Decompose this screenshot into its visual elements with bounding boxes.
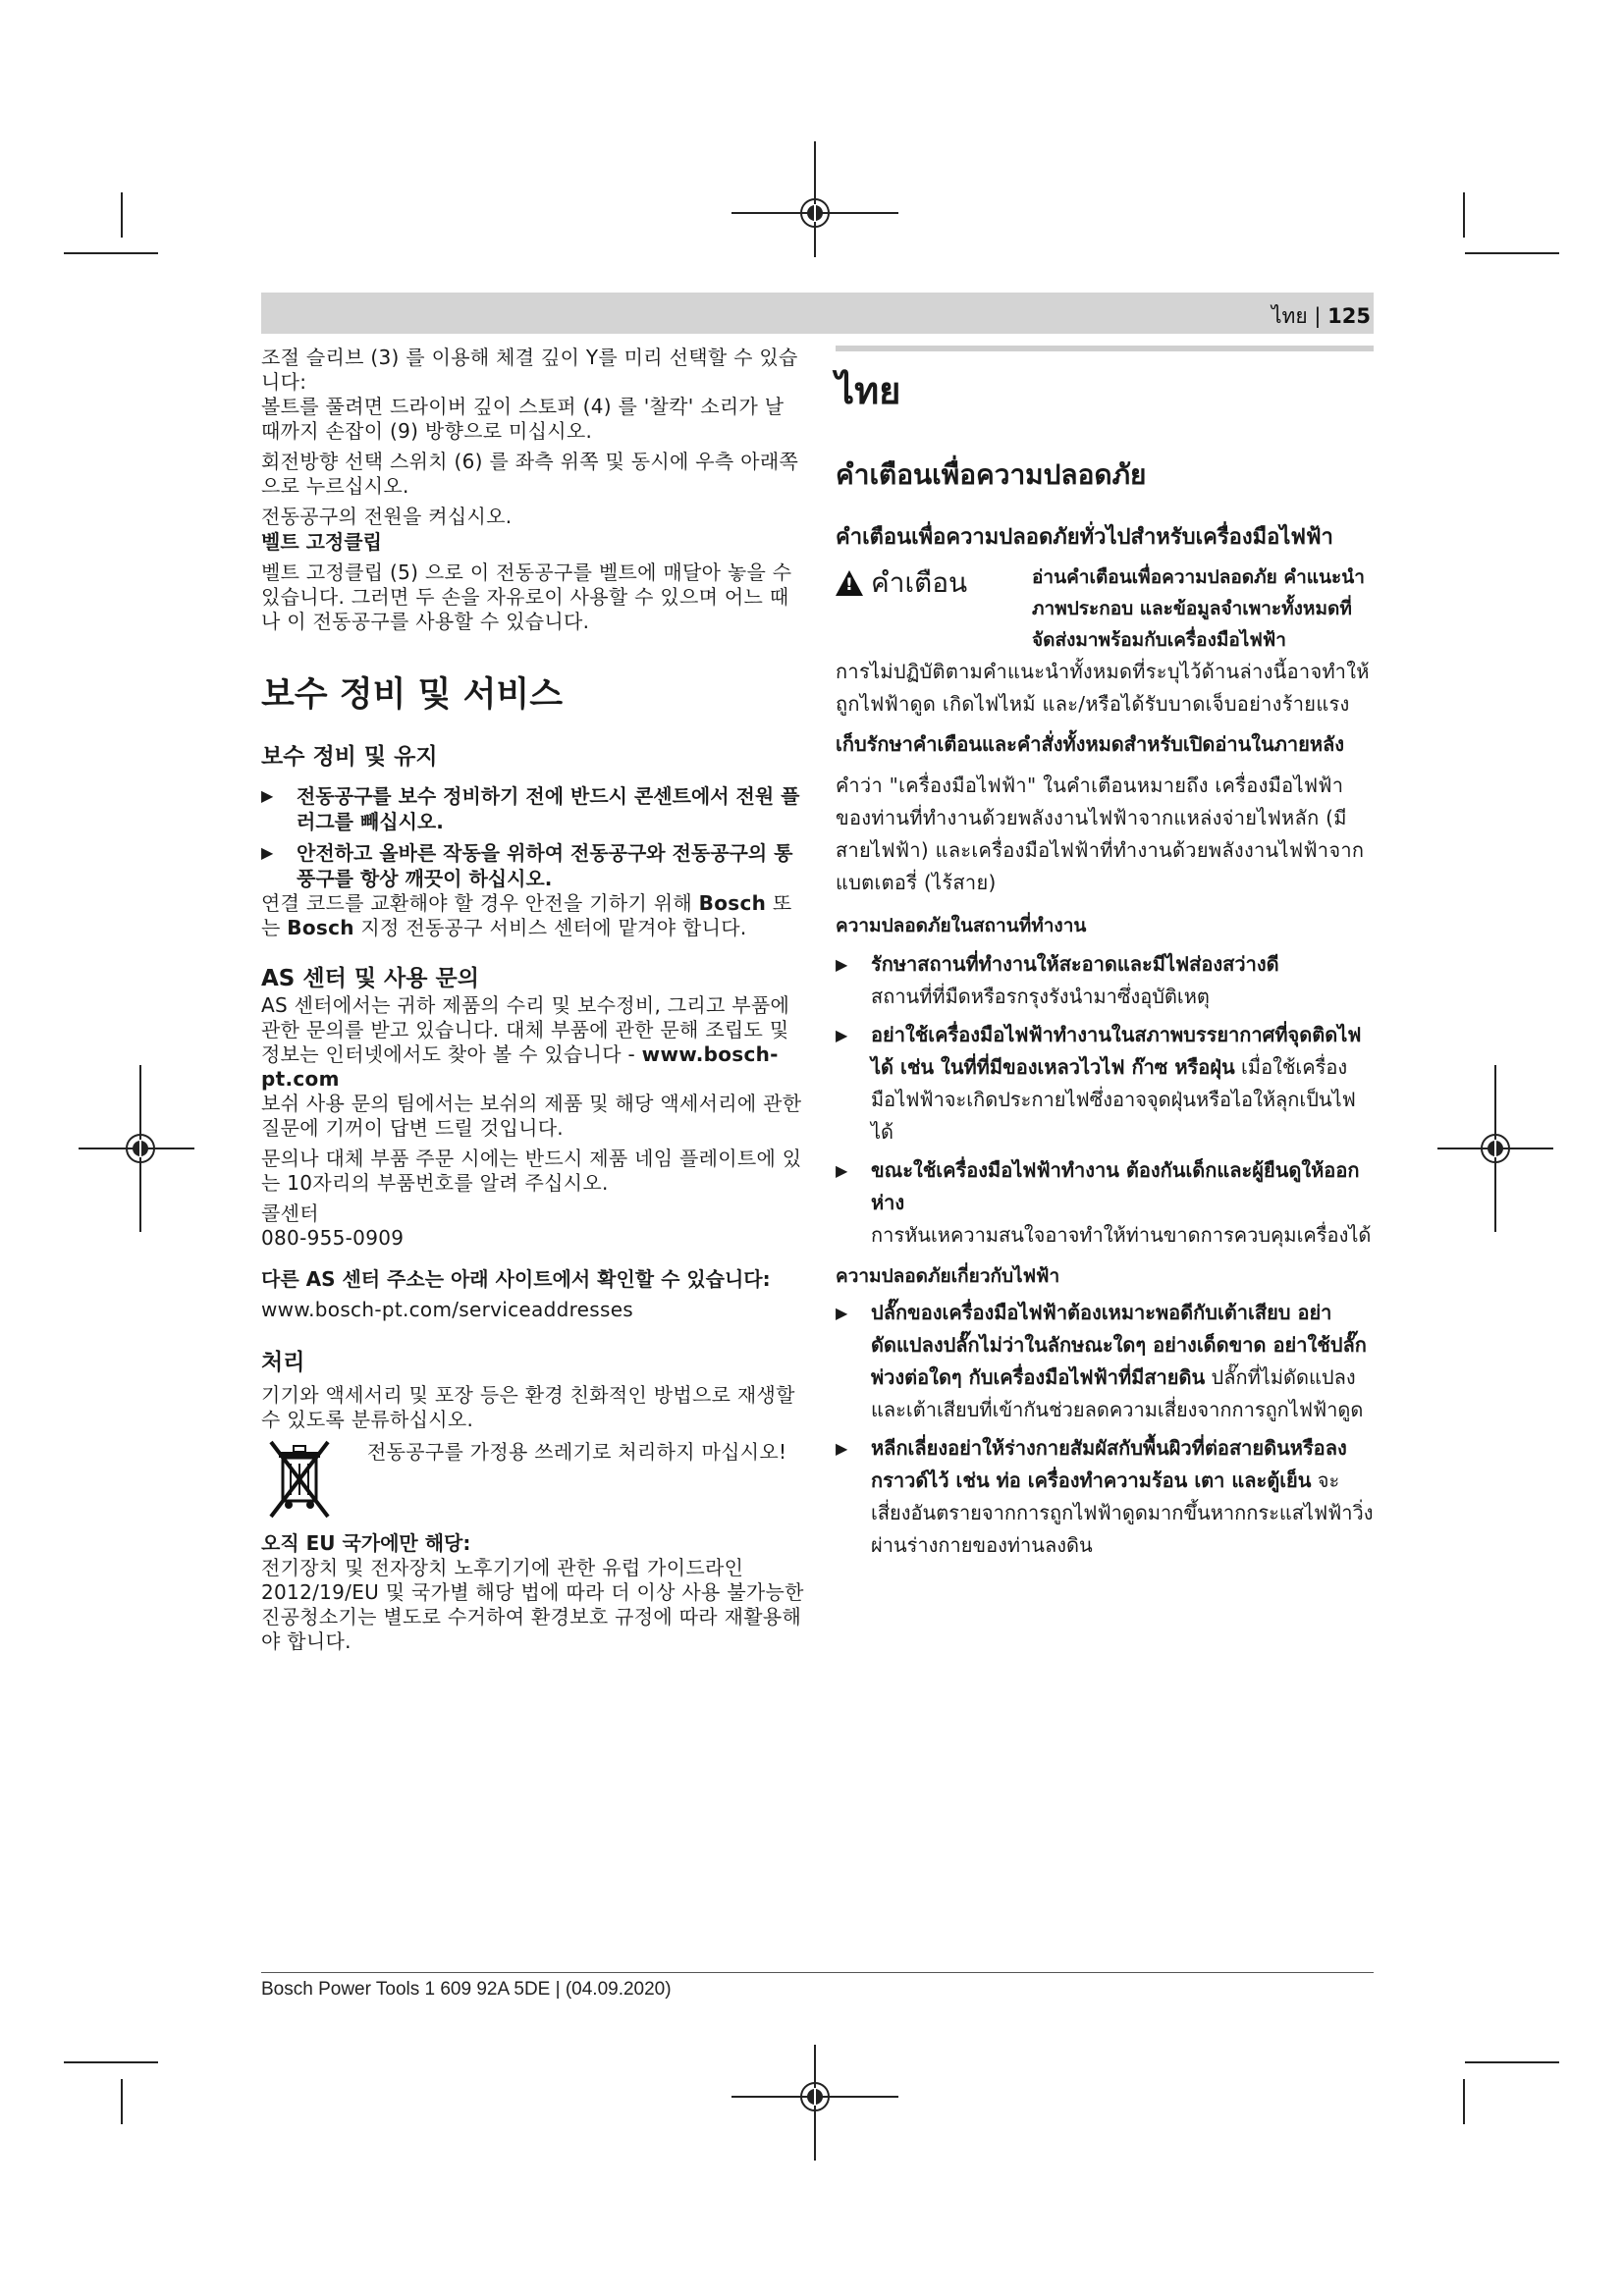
page-number: 125 <box>1327 304 1371 328</box>
page-footer: Bosch Power Tools 1 609 92A 5DE | (04.09.2020) <box>261 1979 672 2000</box>
bullet-item: ▶ ขณะใช้เครื่องมือไฟฟ้าทำงาน ต้องกันเด็กและผู้ยืนดูให้ออกห่าง การหันเหความสนใจอาจทำให้ท่านขาดการควบคุมเครื่องได้ <box>836 1154 1374 1252</box>
bullet-arrow-icon: ▶ <box>836 1439 848 1458</box>
paragraph: 볼트를 풀려면 드라이버 깊이 스토퍼 (4) 를 '찰칵' 소리가 날 때까지 손잡이 (9) 방향으로 미십시오. <box>261 395 785 443</box>
crop-mark <box>1463 192 1465 238</box>
as-center-heading: AS 센터 및 사용 문의 <box>261 966 479 991</box>
service-address-link[interactable]: www.bosch-pt.com/serviceaddresses <box>261 1298 634 1321</box>
paragraph: 회전방향 선택 스위치 (6) 를 좌측 위쪽 및 동시에 우측 아래쪽으로 누르십시오. <box>261 450 799 498</box>
paragraph: 문의나 대체 부품 주문 시에는 반드시 제품 네임 플레이트에 있는 10자리의 부품번호를 알려 주십시오. <box>261 1147 802 1195</box>
keep-instructions-heading: เก็บรักษาคำเตือนและคำสั่งทั้งหมดสำหรับเปิดอ่านในภายหลัง <box>836 732 1345 756</box>
crop-mark <box>1465 2061 1559 2063</box>
registration-mark-icon <box>126 1134 155 1163</box>
registration-mark-icon <box>800 198 830 228</box>
paragraph: 전동공구의 전원을 켜십시오. <box>261 505 513 528</box>
electrical-safety-heading: ความปลอดภัยเกี่ยวกับไฟฟ้า <box>836 1265 1060 1287</box>
bullet-item: ▶ 안전하고 올바른 작동을 위하여 전동공구와 전동공구의 통풍구를 항상 깨끗이 하십시오. <box>261 841 793 890</box>
bullet-item: ▶ อย่าใช้เครื่องมือไฟฟ้าทำงานในสภาพบรรยากาศที่จุดติดไฟได้ เช่น ในที่ที่มีของเหลวไวไฟ ก๊าซ หรือฝุ่น เมื่อใช้เครื่อง มือไฟฟ้าจะเกิดประกายไฟซึ่งอาจจุดฝุ่นหรือไอให้ลุกเป็นไฟได้ <box>836 1019 1374 1148</box>
bullet-item: ▶ หลีกเลี่ยงอย่าให้ร่างกายสัมผัสกับพื้นผิวที่ต่อสายดินหรือลงกราวด์ไว้ เช่น ท่อ เครื่องทำความร้อน เตา และตู้เย็น จะเสี่ยงอันตรายจากการถูกไฟฟ้าดูดมากขึ้นหากกระแสไฟฟ้าวิ่งผ่านร่างกายของท่านลงดิน <box>836 1432 1374 1562</box>
service-title: 보수 정비 및 서비스 <box>261 675 564 715</box>
bullet-item: ▶ ปลั๊กของเครื่องมือไฟฟ้าต้องเหมาะพอดีกับเต้าเสียบ อย่าดัดแปลงปลั๊กไม่ว่าในลักษณะใดๆ อย่างเด็ดขาด อย่าใช้ปลั๊กพ่วงต่อใดๆ กับเครื่องมือไฟฟ้าที่มีสายดิน ปลั๊กที่ไม่ดัดแปลงและเต้าเสียบที่เข้ากันช่วยลดความเสี่ยงจากการถูกไฟฟ้าดูด <box>836 1297 1374 1426</box>
bullet-arrow-icon: ▶ <box>836 1304 848 1322</box>
paragraph: 보쉬 사용 문의 팀에서는 보쉬의 제품 및 해당 액세서리에 관한 질문에 기꺼이 답변 드릴 것입니다. <box>261 1092 802 1140</box>
paragraph: การไม่ปฏิบัติตามคำแนะนำทั้งหมดที่ระบุไว้ด้านล่างนี้อาจทำให้ถูกไฟฟ้าดูด เกิดไฟไหม้ และ/หรือได้รับบาดเจ็บอย่างร้ายแรง <box>836 660 1370 716</box>
crossed-bin-icon <box>265 1438 334 1522</box>
crop-mark <box>121 192 123 238</box>
warning-text: อ่านคำเตือนเพื่อความปลอดภัย คำแนะนำ ภาพประกอบ และข้อมูลจำเพาะทั้งหมดที่จัดส่งมาพร้อมกับเครื่องมือไฟฟ้า <box>1032 566 1365 651</box>
maintenance-heading: 보수 정비 및 유지 <box>261 744 438 770</box>
bullet-arrow-icon: ▶ <box>836 955 848 974</box>
registration-mark-icon <box>1481 1134 1510 1163</box>
registration-mark-icon <box>800 2082 830 2111</box>
disposal-heading: 처리 <box>261 1350 305 1375</box>
bullet-arrow-icon: ▶ <box>836 1161 848 1180</box>
paragraph: คำว่า "เครื่องมือไฟฟ้า" ในคำเตือนหมายถึง เครื่องมือไฟฟ้าของท่านที่ทำงานด้วยพลังงานไฟฟ้าจากแหล่งจ่ายไฟหลัก (มีสายไฟฟ้า) และเครื่องมือไฟฟ้าที่ทำงานด้วยพลังงานไฟฟ้าจากแบตเตอรี่ (ไร้สาย) <box>836 774 1365 894</box>
paragraph: 조절 슬리브 (3) 를 이용해 체결 깊이 Y를 미리 선택할 수 있습니다: <box>261 346 798 394</box>
weee-notice <box>261 1438 806 1522</box>
crop-mark <box>1465 252 1559 254</box>
bullet-item: ▶ 전동공구를 보수 정비하기 전에 반드시 콘센트에서 전원 플러그를 빼십시오. <box>261 784 800 833</box>
paragraph: 연결 코드를 교환해야 할 경우 안전을 기하기 위해 Bosch 또는 Bosch 지정 전동공구 서비스 센터에 맡겨야 합니다. <box>261 891 792 939</box>
crop-mark <box>64 252 158 254</box>
belt-clip-heading: 벨트 고정클립 <box>261 530 382 554</box>
header-section: ไทย <box>1272 304 1308 328</box>
paragraph: 벨트 고정클립 (5) 으로 이 전동공구를 벨트에 매달아 놓을 수 있습니다. 그러면 두 손을 자유로이 사용할 수 있으며 어느 때나 이 전동공구를 사용할 수 있습니다. <box>261 561 792 633</box>
call-center-number: 080-955-0909 <box>261 1226 405 1250</box>
crop-mark <box>64 2061 158 2063</box>
header-bar <box>261 293 1374 334</box>
section-rule <box>836 346 1374 351</box>
bullet-arrow-icon: ▶ <box>261 786 274 805</box>
footer-rule <box>261 1972 1374 1973</box>
left-column <box>261 346 806 1654</box>
paragraph: AS 센터에서는 귀하 제품의 수리 및 보수정비, 그리고 부품에 관한 문의를 받고 있습니다. 대체 부품에 관한 문해 조립도 및 정보는 인터넷에서도 찾아 볼 수 있습니다 - www.bosch-pt.com <box>261 993 790 1091</box>
weee-text: 전동공구를 가정용 쓰레기로 처리하지 마십시오! <box>367 1440 787 1464</box>
crop-mark <box>1463 2079 1465 2124</box>
crop-mark <box>121 2079 123 2124</box>
paragraph: 기기와 액세서리 및 포장 등은 환경 친화적인 방법으로 재생할 수 있도록 분류하십시오. <box>261 1383 795 1431</box>
bullet-arrow-icon: ▶ <box>836 1026 848 1044</box>
call-center-label: 콜센터 <box>261 1201 319 1225</box>
bullet-arrow-icon: ▶ <box>261 843 274 862</box>
bullet-item: ▶ รักษาสถานที่ทำงานให้สะอาดและมีไฟส่องสว่างดี สถานที่ที่มืดหรือรกรุงรังนำมาซึ่งอุบัติเหตุ <box>836 948 1374 1013</box>
general-warnings-heading: คำเตือนเพื่อความปลอดภัยทั่วไปสำหรับเครื่องมือไฟฟ้า <box>836 525 1333 550</box>
warning-label: ! คำเตือน <box>836 561 1032 605</box>
warning-box <box>836 561 1374 656</box>
right-column <box>836 346 1374 1562</box>
website-link[interactable]: www.bosch-pt.com <box>261 1042 779 1091</box>
paragraph: 전기장치 및 전자장치 노후기기에 관한 유럽 가이드라인 2012/19/EU 및 국가별 해당 법에 따라 더 이상 사용 불가능한 진공청소기는 별도로 수거하여 환경보호 규정에 따라 재활용해야 합니다. <box>261 1556 804 1653</box>
safety-title: คำเตือนเพื่อความปลอดภัย <box>836 458 1147 491</box>
workplace-safety-heading: ความปลอดภัยในสถานที่ทำงาน <box>836 915 1087 936</box>
page-header: ไทย | 125 <box>1272 304 1371 328</box>
eu-heading: 오직 EU 국가에만 해당: <box>261 1531 471 1555</box>
language-title: ไทย <box>836 369 901 412</box>
other-as-heading: 다른 AS 센터 주소는 아래 사이트에서 확인할 수 있습니다: <box>261 1267 771 1291</box>
warning-triangle-icon <box>836 570 863 596</box>
